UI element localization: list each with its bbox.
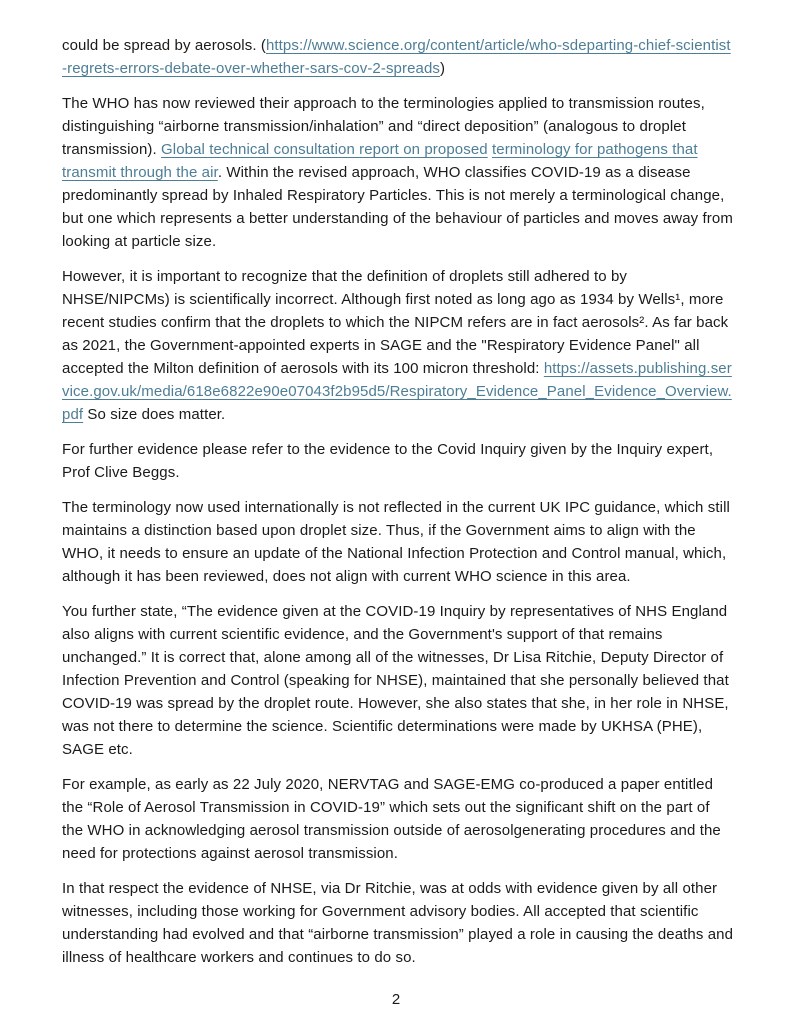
text-run: could be spread by aerosols. (	[62, 37, 266, 54]
paragraph-covid-inquiry-evidence	[62, 438, 734, 484]
text-run: The terminology now used internationally is not reflected in the current UK IPC guidance, which still maintains a distinction based upon droplet size. Thus, if the Government aims to align with the WHO, it needs to ensure an update of the National Infection Protection and Control manual, which, although it has been reviewed, does not align with current WHO science in this area.	[62, 499, 730, 585]
global-technical-consultation-report-link[interactable]: Global technical consultation report on proposed	[161, 141, 488, 158]
page-number: 2	[391, 991, 401, 1008]
text-run: . Within the revised approach, WHO classifies COVID-19 as a disease predominantly spread by Inhaled Respiratory Particles. This is not merely a terminological change, but one which represents a better understanding of the behaviour of particles and moves away from looking at particle size.	[62, 164, 733, 250]
paragraph-nhse-at-odds	[62, 877, 734, 969]
text-run: For example, as early as 22 July 2020, NERVTAG and SAGE-EMG co-produced a paper entitled the “Role of Aerosol Transmission in COVID-19” which sets out the significant shift on the part of the WHO in acknowledging aerosol transmission outside of aerosolgenerating procedures and the need for protections against aerosol transmission.	[62, 776, 721, 862]
respiratory-evidence-panel-pdf-link[interactable]: https://assets.publishing.service.gov.uk/media/618e6822e90e07043f2b95d5/Respiratory_Evidence_Panel_Evidence_Overview.pdf	[62, 360, 732, 423]
terminology-pathogens-link[interactable]: terminology for pathogens that transmit through the air	[62, 141, 698, 181]
paragraph-who-terminology	[62, 92, 734, 253]
paragraph-nhs-england-evidence	[62, 600, 734, 761]
text-run: So size does matter.	[83, 406, 226, 423]
text-run: For further evidence please refer to the evidence to the Covid Inquiry given by the Inquiry expert, Prof Clive Beggs.	[62, 441, 714, 481]
paragraph-droplet-definition	[62, 265, 734, 426]
text-run: However, it is important to recognize that the definition of droplets still adhered to by NHSE/NIPCMs) is scientifically incorrect. Although first noted as long ago as 1934 by Wells¹, more recent studies confirm that the droplets to which the NIPCM refers are in fact aerosols². As far back as 2021, the Government-appointed experts in SAGE and the "Respiratory Evidence Panel" all accepted the Milton definition of aerosols with its 100 micron threshold:	[62, 268, 729, 377]
text-run: You further state, “The evidence given at the COVID-19 Inquiry by representatives of NHS England also aligns with current scientific evidence, and the Government's support of that remains unchanged.” It is correct that, alone among all of the witnesses, Dr Lisa Ritchie, Deputy Director of Infection Prevention and Control (speaking for NHSE), maintained that she personally believed that COVID-19 was spread by the droplet route. However, she also states that she, in her role in NHSE, was not there to determine the science. Scientific determinations were made by UKHSA (PHE), SAGE etc.	[62, 603, 729, 758]
paragraph-aerosols-intro	[62, 34, 734, 80]
science-org-article-link[interactable]: https://www.science.org/content/article/who-sdeparting-chief-scientist-regrets-errors-debate-over-whether-sars-cov-2-spreads	[62, 37, 731, 77]
text-run: In that respect the evidence of NHSE, via Dr Ritchie, was at odds with evidence given by all other witnesses, including those working for Government advisory bodies. All accepted that scientific understanding had evolved and that “airborne transmission” played a role in causing the deaths and illness of healthcare workers and continues to do so.	[62, 880, 734, 966]
paragraph-nervtag-sage-paper	[62, 773, 734, 865]
paragraph-uk-ipc-guidance	[62, 496, 734, 588]
text-run: )	[440, 60, 446, 77]
text-run: The WHO has now reviewed their approach to the terminologies applied to transmission routes, distinguishing “airborne transmission/inhalation” and “direct deposition” (analogous to droplet transmission).	[62, 95, 705, 158]
